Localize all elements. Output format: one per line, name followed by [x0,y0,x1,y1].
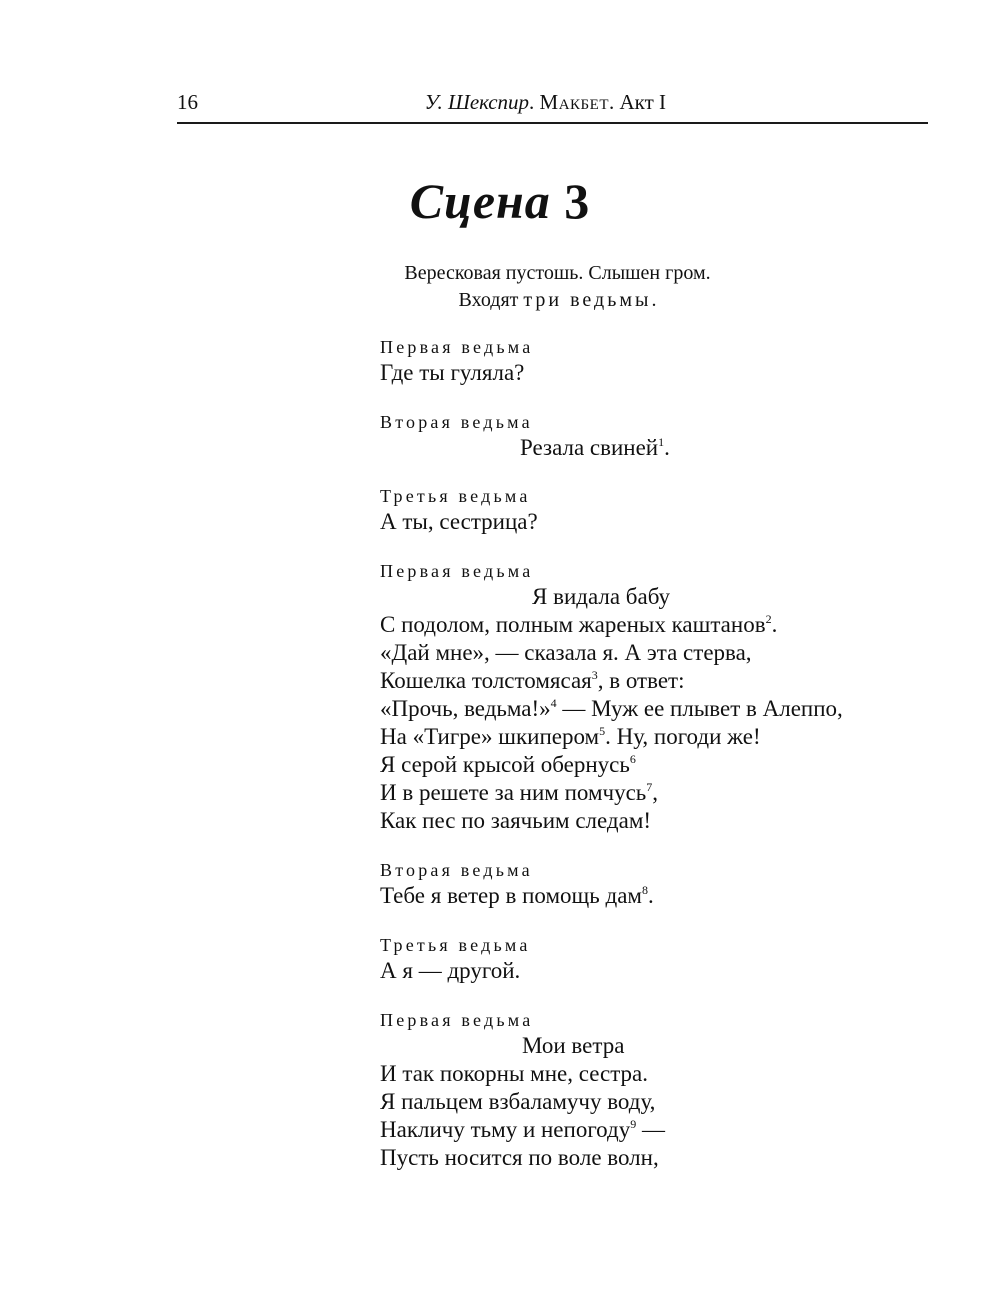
author-name: У. Шекспир [424,90,530,114]
footnote-marker: 5 [599,724,606,738]
speaker-name: Первая ведьма [380,1010,534,1030]
act-label: . Акт I [608,90,666,114]
speaker-name: Третья ведьма [380,935,531,955]
speaker-name: Третья ведьма [380,486,531,506]
running-title: У. Шекспир. Макбет. Акт I [424,90,666,114]
verse-line: А ты, сестрица? [380,509,538,534]
speaker-name: Первая ведьма [380,337,534,357]
footnote-marker: 9 [630,1117,637,1131]
footnote-marker: 8 [641,883,648,897]
verse-line: На «Тигре» шкипером$^5$. Ну, погоди же! [380,724,761,749]
running-header [177,90,928,124]
entering-characters: три ведьмы [523,289,652,311]
stage-direction: Вересковая пустошь. Слышен гром. [404,262,711,284]
verse-line: Я пальцем взбаламучу воду, [380,1089,656,1114]
scene-title [0,172,1000,230]
verse-line: С подолом, полным жареных каштанов$^2$. [380,612,778,637]
verse-line: Резала свиней$^1$. [520,435,670,460]
verse-line: Где ты гуляла? [380,360,525,385]
verse-line: «Дай мне», — сказала я. А эта стерва, [380,640,752,665]
page-number: 16 [177,90,198,114]
verse-line: «Прочь, ведьма!»$^4$ — Муж ее плывет в Алеппо, [380,696,843,721]
verse-line: Пусть носится по воле волн, [380,1145,659,1170]
speaker-name: Вторая ведьма [380,412,533,432]
verse-line: Я серой крысой обернусь$^6$ [380,752,636,777]
verse-line: И так покорны мне, сестра. [380,1061,648,1086]
verse-line: А я — другой. [380,958,521,983]
speaker-name: Вторая ведьма [380,860,533,880]
footnote-marker: 1 [658,435,665,449]
work-title: Макбет [539,90,609,114]
footnote-marker: 7 [646,780,653,794]
verse-line: И в решете за ним помчусь$^7$, [380,780,659,805]
verse-line: Тебе я ветер в помощь дам$^8$. [380,883,654,908]
verse-line: Я видала бабу [532,584,671,609]
footnote-marker: 3 [591,668,598,682]
scene-title-word: Сцена [409,173,551,229]
verse-line: Кошелка толстомясая$^3$, в ответ: [380,668,685,693]
footnote-marker: 4 [550,696,557,710]
speaker-name: Первая ведьма [380,561,534,581]
scene-number: 3 [564,173,591,229]
verse-line: Накличу тьму и непогоду$^9$ — [380,1117,665,1142]
footnote-marker: 6 [629,752,636,766]
stage-direction-entry: Входят три ведьмы. [458,289,657,311]
verse-line: Мои ветра [522,1033,625,1058]
verse-line: Как пес по заячьим следам! [380,808,652,833]
footnote-marker: 2 [765,612,772,626]
